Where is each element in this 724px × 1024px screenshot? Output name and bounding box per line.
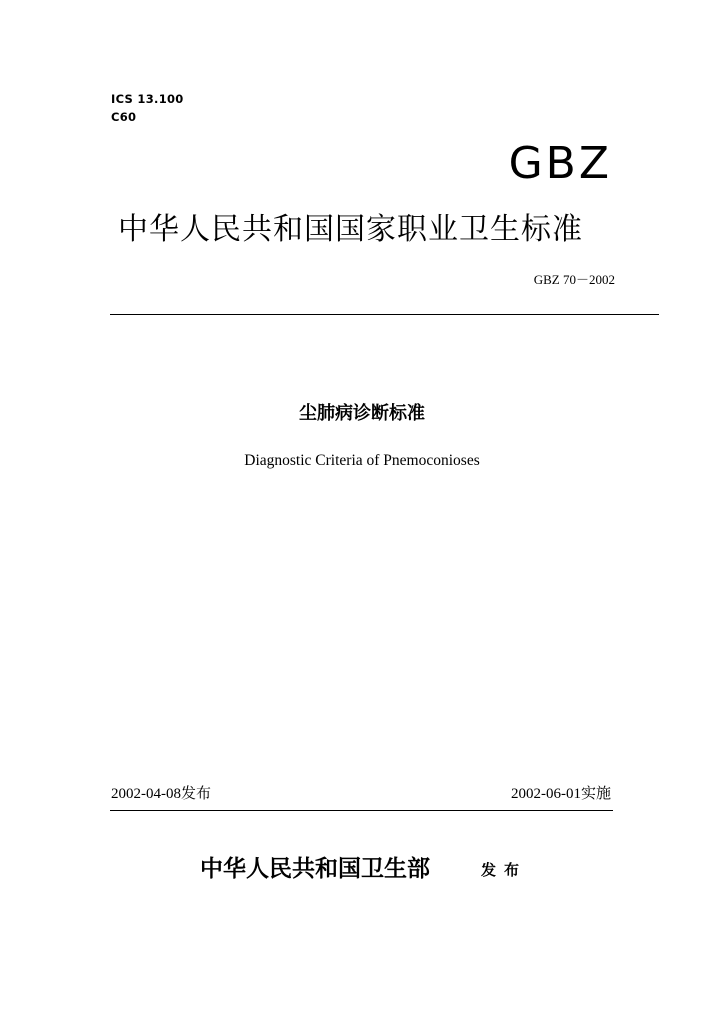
standard-mark: GBZ [508, 138, 612, 189]
document-title-english: Diagnostic Criteria of Pnemoconioses [244, 452, 480, 469]
bottom-divider [110, 810, 613, 811]
implementation-date: 2002-06-01实施 [511, 786, 611, 802]
standard-title: 中华人民共和国国家职业卫生标准 [118, 212, 583, 247]
ccs-code: C60 [111, 110, 137, 124]
top-divider [110, 314, 659, 315]
document-title-chinese: 尘肺病诊断标准 [299, 403, 425, 424]
ics-code: ICS 13.100 [111, 92, 184, 106]
publisher-name: 中华人民共和国卫生部 [200, 856, 430, 882]
standard-number: GBZ 70－2002 [533, 272, 615, 287]
publish-verb: 发布 [481, 861, 528, 879]
issue-date: 2002-04-08发布 [111, 786, 211, 802]
classification-codes [111, 90, 184, 126]
